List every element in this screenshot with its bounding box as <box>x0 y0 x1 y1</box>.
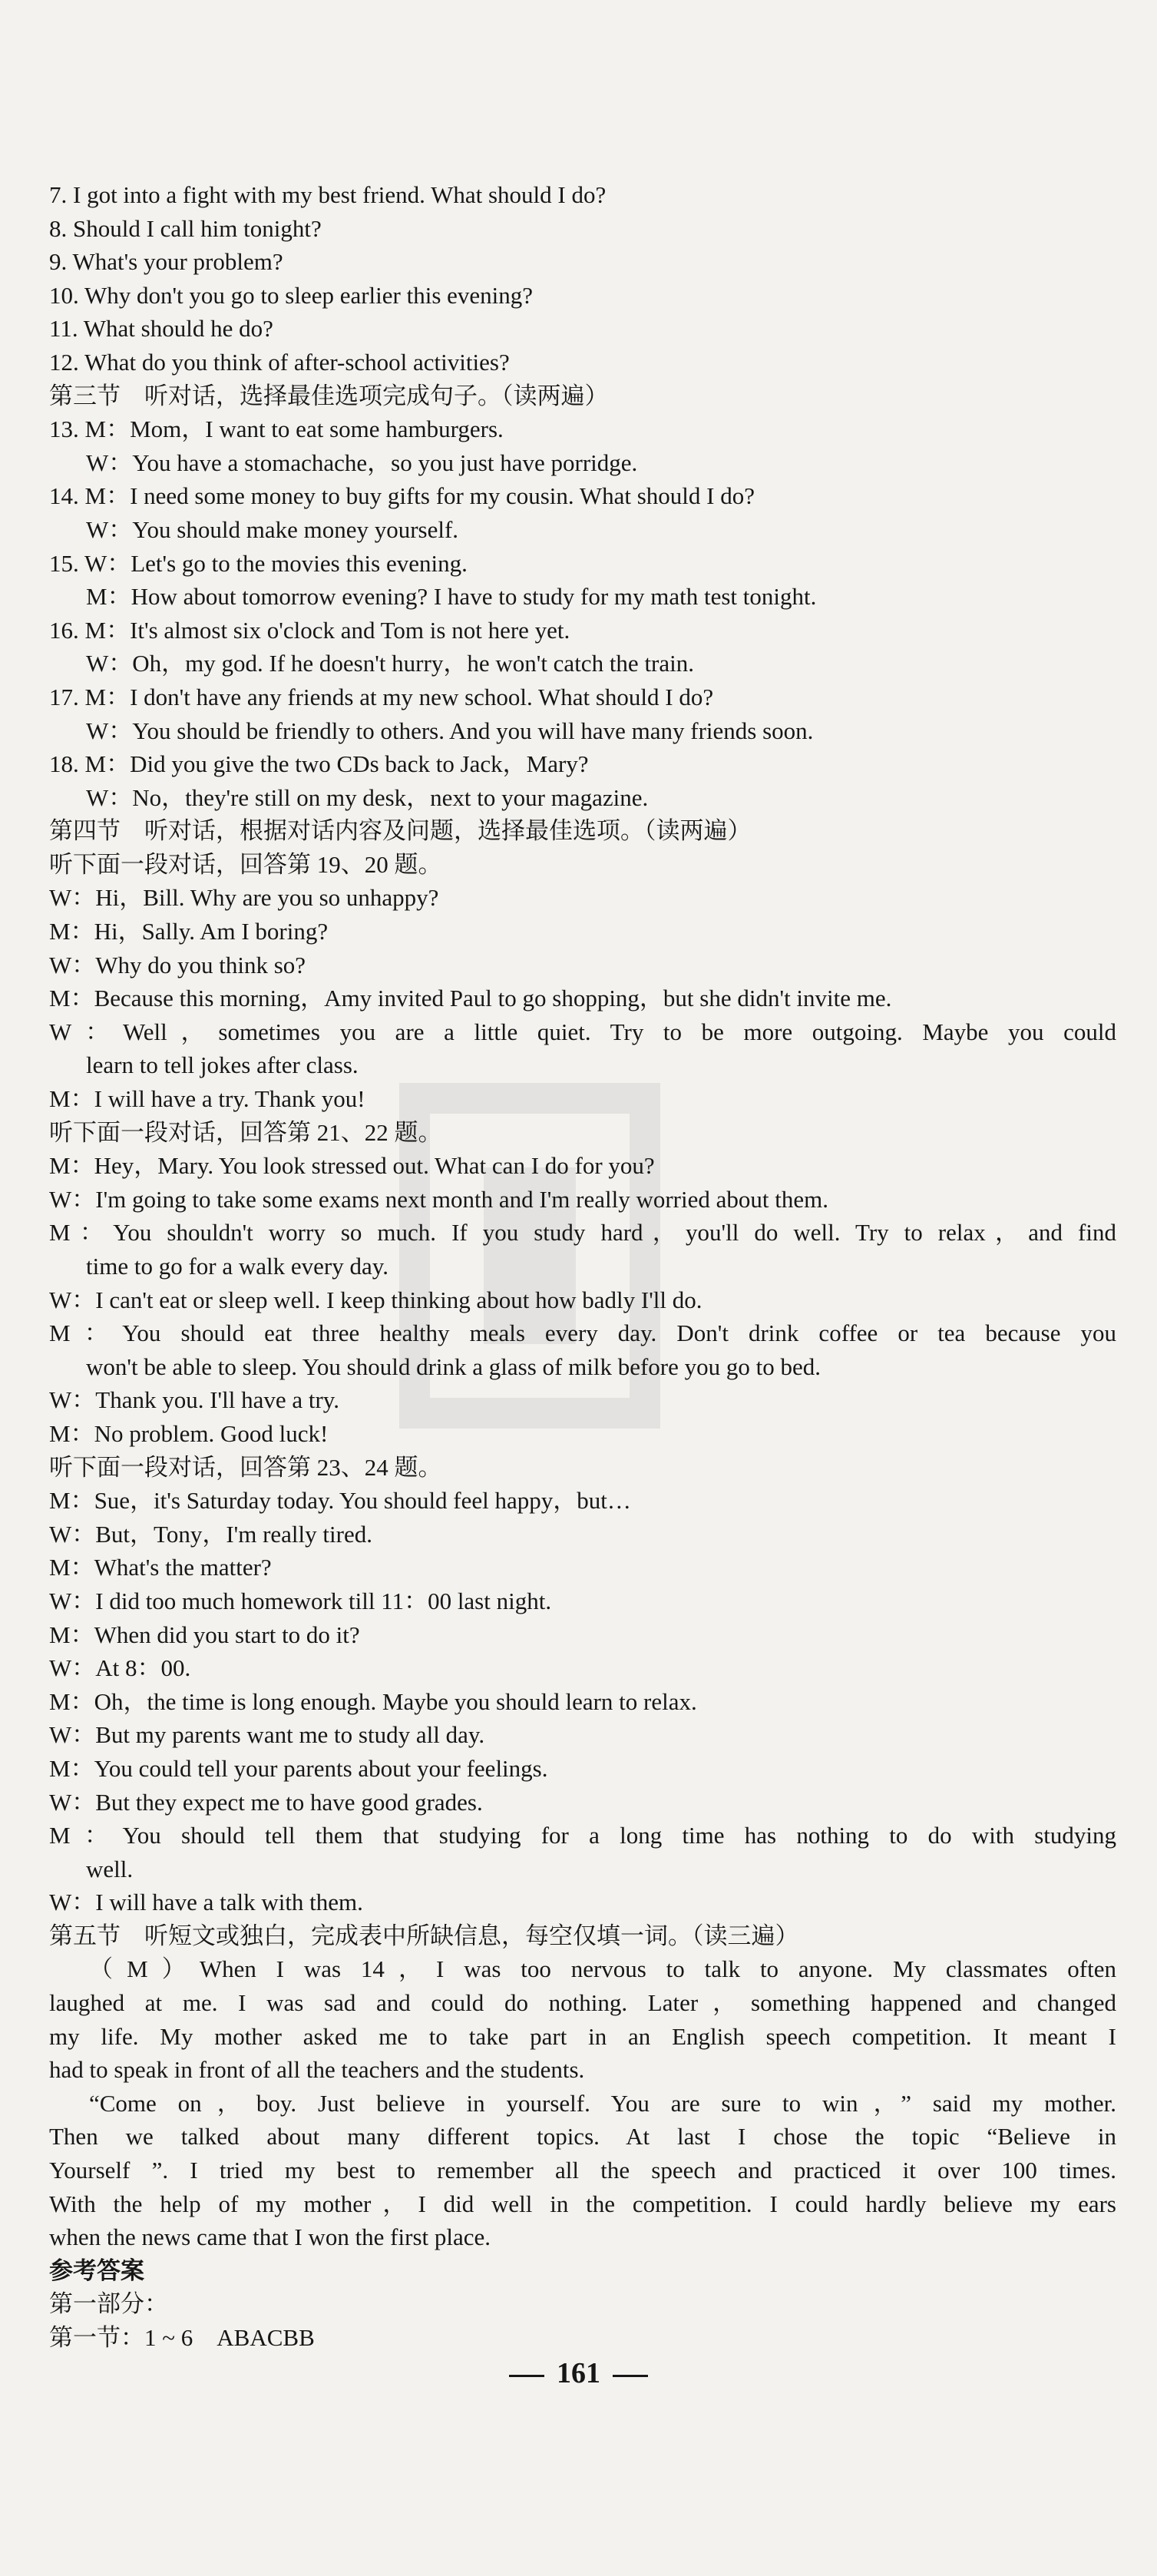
text-line: had to speak in front of all the teachers and the students. <box>49 2056 585 2084</box>
text-line: W：Oh，my god. If he doesn't hurry，he won't catch the train. <box>86 650 694 677</box>
text-line: W：You have a stomachache，so you just have porridge. <box>86 449 638 476</box>
text-line: 13. M：Mom，I want to eat some hamburgers. <box>49 416 504 443</box>
text-line: W：Hi，Bill. Why are you so unhappy? <box>49 884 439 912</box>
text-line: 17. M：I don't have any friends at my new school. What should I do? <box>49 683 714 710</box>
text-line: M：You should tell them that studying for a long time has nothing to do with studying <box>49 1822 1116 1849</box>
text-line: M：Hey，Mary. You look stressed out. What can I do for you? <box>49 1152 655 1180</box>
text-line: W：But，Tony，I'm really tired. <box>49 1520 372 1548</box>
text-line: W：Why do you think so? <box>49 951 306 978</box>
text-line: M：You shouldn't worry so much. If you study hard，you'll do well. Try to relax，and find <box>49 1219 1116 1247</box>
text-line: 听下面一段对话，回答第 21、22 题。 <box>49 1118 442 1146</box>
text-line: M：You could tell your parents about your feelings. <box>49 1754 548 1782</box>
text-line: 听下面一段对话，回答第 23、24 题。 <box>49 1453 442 1481</box>
text-line: won't be able to sleep. You should drink a glass of milk before you go to bed. <box>86 1353 821 1380</box>
text-line: M：When did you start to do it? <box>49 1621 360 1648</box>
text-line: W：I'm going to take some exams next month and I'm really worried about them. <box>49 1185 828 1213</box>
text-line: M：Oh，the time is long enough. Maybe you should learn to relax. <box>49 1687 697 1715</box>
text-line: 听下面一段对话，回答第 19、20 题。 <box>49 850 442 878</box>
text-line: Then we talked about many different topics. At last I chose the topic “Believe in <box>49 2123 1116 2151</box>
text-line: M：No problem. Good luck! <box>49 1419 329 1447</box>
text-line: Yourself ”. I tried my best to remember all the speech and practiced it over 100 times. <box>49 2157 1116 2184</box>
text-line: 7. I got into a fight with my best friend. What should I do? <box>49 181 607 208</box>
left-dash <box>509 2375 544 2377</box>
text-line: 9. What's your problem? <box>49 248 283 276</box>
text-line: 14. M：I need some money to buy gifts for my cousin. What should I do? <box>49 482 755 510</box>
text-line: With the help of my mother，I did well in the competition. I could hardly believe my ears <box>49 2190 1116 2217</box>
text-line: W：You should make money yourself. <box>86 515 459 543</box>
text-line: 参考答案 <box>49 2256 144 2284</box>
text-line: well. <box>86 1855 134 1882</box>
text-line: W：Thank you. I'll have a try. <box>49 1386 340 1414</box>
text-line: M：Sue，it's Saturday today. You should feel happy，but… <box>49 1487 631 1515</box>
text-line: M：You should eat three healthy meals every day. Don't drink coffee or tea because you <box>49 1319 1116 1347</box>
text-line: laughed at me. I was sad and could do nothing. Later，something happened and changed <box>49 1989 1116 2017</box>
text-line: W：I did too much homework till 11：00 last night. <box>49 1587 552 1614</box>
text-line: 第一节：1 ~ 6 ABACBB <box>49 2324 315 2351</box>
text-line: M：How about tomorrow evening? I have to study for my math test tonight. <box>86 583 817 611</box>
text-line: M：What's the matter? <box>49 1554 272 1581</box>
text-line: W：I will have a talk with them. <box>49 1889 363 1916</box>
text-line: M：Hi，Sally. Am I boring? <box>49 918 329 945</box>
text-line: W：No，they're still on my desk，next to your magazine. <box>86 783 649 811</box>
page-number-text: 161 <box>557 2357 600 2389</box>
text-line: W：Well，sometimes you are a little quiet. Try to be more outgoing. Maybe you could <box>49 1018 1116 1045</box>
text-line: learn to tell jokes after class. <box>86 1051 359 1079</box>
text-line: my life. My mother asked me to take part in an English speech competition. It meant I <box>49 2022 1116 2050</box>
text-line: W：I can't eat or sleep well. I keep thinking about how badly I'll do. <box>49 1286 702 1313</box>
text-line: 16. M：It's almost six o'clock and Tom is not here yet. <box>49 616 570 644</box>
text-line: 第五节 听短文或独白，完成表中所缺信息，每空仅填一词。（读三遍） <box>49 1922 799 1949</box>
right-dash <box>613 2375 648 2377</box>
text-line: 第一部分： <box>49 2290 168 2318</box>
text-line: 第四节 听对话，根据对话内容及问题，选择最佳选项。（读两遍） <box>49 817 752 845</box>
text-line: M：I will have a try. Thank you! <box>49 1085 365 1113</box>
text-line: when the news came that I won the first place. <box>49 2223 491 2251</box>
text-line: W：But my parents want me to study all day. <box>49 1721 485 1749</box>
text-line: （M）When I was 14，I was too nervous to talk to anyone. My classmates often <box>89 1955 1116 1983</box>
text-line: W：But they expect me to have good grades. <box>49 1788 483 1816</box>
text-line: 15. W：Let's go to the movies this evening. <box>49 549 468 577</box>
text-line: time to go for a walk every day. <box>86 1253 388 1280</box>
text-line: 8. Should I call him tonight? <box>49 214 322 242</box>
text-line: 11. What should he do? <box>49 315 273 343</box>
text-line: 10. Why don't you go to sleep earlier this evening? <box>49 281 534 309</box>
text-line: “Come on，boy. Just believe in yourself. You are sure to win，” said my mother. <box>89 2089 1116 2117</box>
text-line: W：You should be friendly to others. And you will have many friends soon. <box>86 717 814 744</box>
text-line: 18. M：Did you give the two CDs back to Jack，Mary? <box>49 750 589 778</box>
page-number <box>0 2356 1157 2390</box>
text-line: W：At 8：00. <box>49 1654 191 1682</box>
text-line: M：Because this morning，Amy invited Paul to go shopping，but she didn't invite me. <box>49 985 892 1012</box>
text-line: 第三节 听对话，选择最佳选项完成句子。（读两遍） <box>49 382 609 409</box>
document-page <box>49 178 1116 2355</box>
text-line: 12. What do you think of after-school activities? <box>49 348 510 376</box>
